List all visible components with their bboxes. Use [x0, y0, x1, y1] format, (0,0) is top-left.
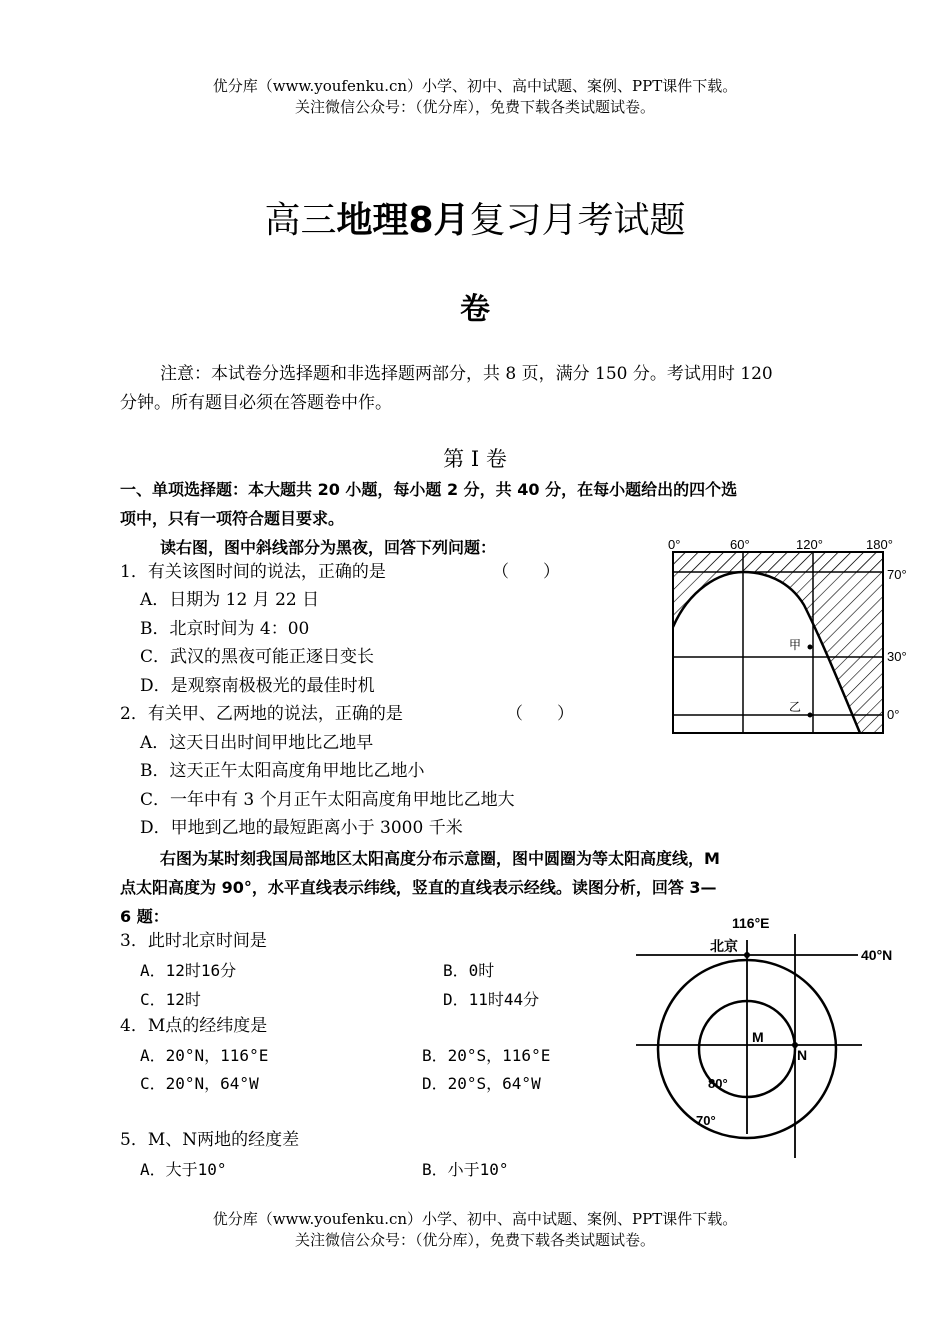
q1-option-b: B．北京时间为 4：00 [140, 619, 310, 639]
q1-bracket: （ ） [492, 562, 560, 582]
point-jia-label: 甲 [789, 638, 802, 652]
section-title: 第 I 卷 [443, 447, 507, 471]
title-part-2: 地理8月 [336, 200, 470, 241]
outer-circle-label: 70° [696, 1113, 716, 1128]
q4-option-b: B．20°S，116°E [422, 1046, 551, 1065]
q2-option-a: A．这天日出时间甲地比乙地早 [140, 733, 374, 753]
beijing-label: 北京 [710, 938, 738, 954]
intro-2-line-3: 6 题： [120, 907, 169, 926]
intro-2-line-1: 右图为某时刻我国局部地区太阳高度分布示意圈，图中圆圈为等太阳高度线，M [160, 849, 720, 868]
q3-stem: 3．此时北京时间是 [120, 931, 267, 951]
point-yi-dot [808, 713, 813, 718]
beijing-dot [744, 952, 750, 958]
header-line-1: 优分库（www.youfenku.cn）小学、初中、高中试题、案例、PPT课件下载。 [212, 77, 738, 95]
point-jia-dot [808, 645, 813, 650]
polar-night-band [673, 552, 883, 572]
q1-stem: 1．有关该图时间的说法，正确的是 [120, 562, 386, 582]
section-instructions-1: 一、单项选择题：本大题共 20 小题，每小题 2 分，共 40 分，在每小题给出的四个选 [120, 480, 738, 499]
q2-option-c: C．一年中有 3 个月正午太阳高度角甲地比乙地大 [140, 790, 515, 810]
q4-option-a: A．20°N，116°E [140, 1046, 269, 1065]
notice-line-2: 分钟。所有题目必须在答题卷中作。 [120, 393, 392, 413]
footer-line-2: 关注微信公众号：（优分库），免费下载各类试题试卷。 [294, 1231, 655, 1249]
title-part-3: 复习月考试题 [469, 200, 686, 241]
q2-option-d: D．甲地到乙地的最短距离小于 3000 千米 [140, 818, 463, 838]
q4-option-c: C．20°N，64°W [140, 1074, 259, 1093]
notice-line-1: 注意：本试卷分选择题和非选择题两部分，共 8 页，满分 150 分。考试用时 120 [160, 364, 773, 384]
point-yi-label: 乙 [789, 700, 802, 714]
page-title-tail: 卷 [460, 292, 490, 327]
q2-option-b: B．这天正午太阳高度角甲地比乙地小 [140, 761, 425, 781]
q1-option-d: D．是观察南极极光的最佳时机 [140, 676, 375, 696]
lat-label-70: 70° [887, 567, 907, 582]
q3-option-d: D．11时44分 [443, 990, 540, 1009]
q1-option-a: A．日期为 12 月 22 日 [140, 590, 320, 610]
section-instructions-2: 项中，只有一项符合题目要求。 [120, 509, 345, 528]
center-m-label: M [752, 1029, 764, 1045]
intro-1: 读右图，图中斜线部分为黑夜，回答下列问题： [160, 538, 497, 557]
point-n-label: N [797, 1047, 808, 1063]
inner-circle-label: 80° [708, 1076, 728, 1091]
lon-label-60: 60° [730, 537, 750, 552]
lat-label-40n: 40°N [861, 947, 893, 963]
lat-label-30: 30° [887, 649, 907, 664]
q2-stem: 2．有关甲、乙两地的说法，正确的是 [120, 704, 403, 724]
lon-label-120: 120° [796, 537, 823, 552]
q1-option-c: C．武汉的黑夜可能正逐日变长 [140, 647, 375, 667]
q4-stem: 4．M点的经纬度是 [120, 1016, 268, 1036]
lon-label-180: 180° [866, 537, 893, 552]
q3-option-a: A．12时16分 [140, 961, 237, 980]
q2-bracket: （ ） [506, 704, 574, 724]
q5-stem: 5．M、N两地的经度差 [120, 1130, 300, 1150]
header-line-2: 关注微信公众号：（优分库），免费下载各类试题试卷。 [294, 98, 655, 116]
solar-altitude-figure [636, 912, 906, 1162]
q3-option-c: C．12时 [140, 990, 201, 1009]
q5-option-b: B．小于10° [422, 1160, 509, 1179]
q3-option-b: B．0时 [443, 961, 495, 980]
lon-label-116e: 116°E [732, 915, 770, 931]
page-title [0, 192, 950, 243]
lat-label-0: 0° [887, 707, 900, 722]
lon-label-0: 0° [668, 537, 681, 552]
q5-option-a: A．大于10° [140, 1160, 227, 1179]
daynight-figure [664, 535, 920, 745]
intro-2-line-2: 点太阳高度为 90°，水平直线表示纬线，竖直的直线表示经线。读图分析，回答 3— [120, 878, 717, 897]
q4-option-d: D．20°S，64°W [422, 1074, 541, 1093]
title-part-1: 高三 [264, 200, 337, 241]
footer-line-1: 优分库（www.youfenku.cn）小学、初中、高中试题、案例、PPT课件下载。 [212, 1210, 738, 1228]
